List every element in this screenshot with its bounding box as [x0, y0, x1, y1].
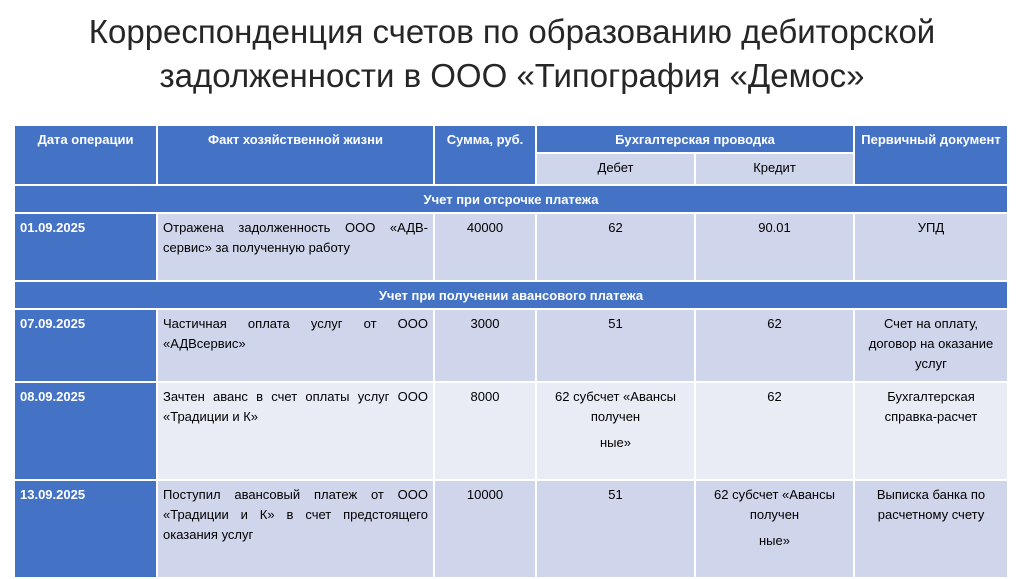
cell-fact: Поступил авансовый платеж от ООО «Традиции и К» в счет предстоящего оказания услуг — [158, 481, 435, 579]
cell-fact: Зачтен аванс в счет оплаты услуг ООО «Традиции и К» — [158, 383, 435, 481]
section-row — [15, 282, 1009, 310]
cell-debit: 51 — [537, 310, 696, 383]
cell-fact: Отражена задолженность ООО «АДВ-сервис» за полученную работу — [158, 214, 435, 282]
header-date: Дата операции — [15, 126, 158, 186]
cell-debit-line: 62 субсчет «Авансы — [555, 389, 676, 404]
header-row — [15, 126, 1009, 154]
header-credit: Кредит — [696, 154, 855, 186]
table-row — [15, 310, 1009, 383]
cell-document: Бухгалтерская справка-расчет — [855, 383, 1009, 481]
cell-debit-line: ные» — [600, 435, 631, 450]
cell-debit — [537, 383, 696, 481]
cell-credit-line: 62 субсчет «Авансы — [714, 487, 835, 502]
cell-sum: 40000 — [435, 214, 537, 282]
cell-date: 07.09.2025 — [15, 310, 158, 383]
section-title: Учет при получении авансового платежа — [15, 282, 1009, 310]
cell-credit: 62 — [696, 383, 855, 481]
table-row — [15, 214, 1009, 282]
cell-date: 01.09.2025 — [15, 214, 158, 282]
cell-credit: 90.01 — [696, 214, 855, 282]
cell-sum: 10000 — [435, 481, 537, 579]
cell-debit: 62 — [537, 214, 696, 282]
cell-sum: 3000 — [435, 310, 537, 383]
cell-date: 08.09.2025 — [15, 383, 158, 481]
postings-table — [15, 126, 1009, 579]
table-row — [15, 383, 1009, 481]
header-debit: Дебет — [537, 154, 696, 186]
cell-document: УПД — [855, 214, 1009, 282]
cell-document: Счет на оплату, договор на оказание услуг — [855, 310, 1009, 383]
cell-credit-line: ные» — [759, 533, 790, 548]
cell-debit-line: получен — [590, 409, 641, 424]
header-document: Первичный документ — [855, 126, 1009, 186]
section-row — [15, 186, 1009, 214]
cell-credit-line: получен — [749, 507, 800, 522]
cell-document: Выписка банка по расчетному счету — [855, 481, 1009, 579]
cell-debit: 51 — [537, 481, 696, 579]
cell-credit: 62 — [696, 310, 855, 383]
cell-fact: Частичная оплата услуг от ООО «АДВсервис» — [158, 310, 435, 383]
header-fact: Факт хозяйственной жизни — [158, 126, 435, 186]
table-row — [15, 481, 1009, 579]
header-posting: Бухгалтерская проводка — [537, 126, 855, 154]
cell-credit — [696, 481, 855, 579]
page-title: Корреспонденция счетов по образованию дебиторской задолженности в ООО «Типография «Демос» — [88, 13, 936, 94]
cell-date: 13.09.2025 — [15, 481, 158, 579]
section-title: Учет при отсрочке платежа — [15, 186, 1009, 214]
cell-sum: 8000 — [435, 383, 537, 481]
header-sum: Сумма, руб. — [435, 126, 537, 186]
